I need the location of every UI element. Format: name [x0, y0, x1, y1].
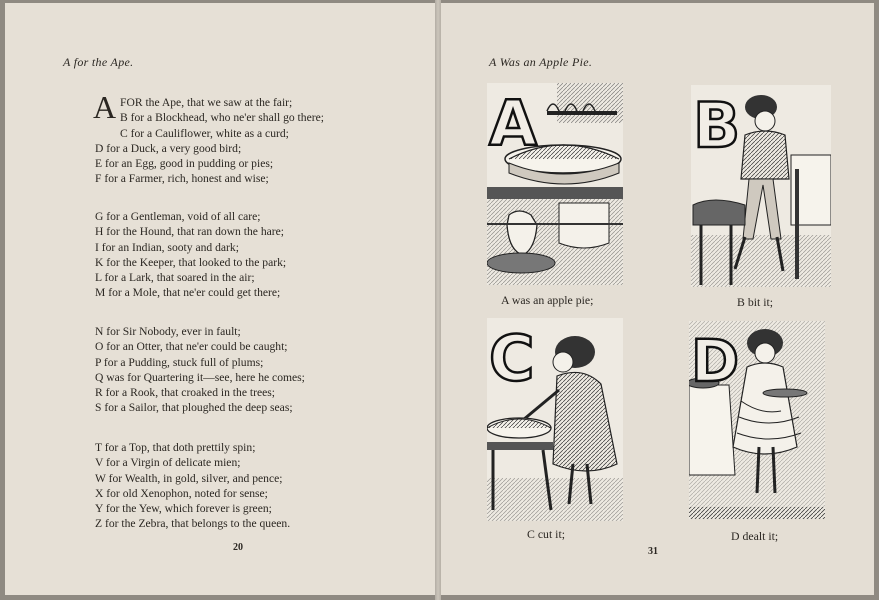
right-page [441, 3, 874, 595]
stanza-3 [95, 324, 305, 416]
page-number-left: 20 [233, 542, 243, 553]
verse-line: F for a Farmer, rich, honest and wise; [95, 172, 269, 186]
verse-line: X for old Xenophon, noted for sense; [95, 486, 268, 500]
illustration-letter: A [489, 87, 537, 160]
page-number-right: 31 [648, 546, 658, 557]
girl-cutting-pie-illustration [487, 318, 623, 521]
boy-biting-pie-illustration [691, 85, 831, 287]
verse-line: P for a Pudding, stuck full of plums; [95, 355, 264, 369]
illustration-letter: D [691, 327, 740, 395]
verse-line: Z for the Zebra, that belongs to the queen. [95, 517, 291, 531]
verse-line: N for Sir Nobody, ever in fault; [95, 325, 241, 338]
verse-line: V for a Virgin of delicate mien; [95, 456, 241, 470]
verse-line: D for a Duck, a very good bird; [95, 141, 242, 155]
apple-pie-illustration [487, 83, 623, 285]
left-page [5, 3, 435, 595]
verse-line: H for the Hound, that ran down the hare; [95, 225, 284, 239]
stanza-1 [95, 95, 324, 187]
verse-line: T for a Top, that doth prettily spin; [95, 441, 256, 454]
running-head-left: A for the Ape. [63, 55, 134, 69]
stanza-2 [95, 209, 286, 301]
caption-a: A was an apple pie; [501, 293, 594, 307]
verse-line: O for an Otter, that ne'er could be caught; [95, 340, 288, 354]
caption-c: C cut it; [527, 527, 566, 541]
verse-line: M for a Mole, that ne'er could get there; [95, 286, 281, 300]
verse-line: C for a Cauliflower, white as a curd; [120, 126, 289, 140]
verse-line: B for a Blockhead, who ne'er shall go there; [120, 111, 324, 125]
caption-b: B bit it; [737, 295, 774, 309]
verse-line: E for an Egg, good in pudding or pies; [95, 157, 274, 171]
verse-line: I for an Indian, sooty and dark; [95, 240, 239, 254]
drop-cap: A [93, 89, 117, 125]
girl-dealing-pie-illustration [689, 321, 825, 519]
caption-d: D dealt it; [731, 529, 779, 543]
verse-line: K for the Keeper, that looked to the park; [95, 255, 287, 269]
running-head-right: A Was an Apple Pie. [489, 55, 593, 69]
verse-line: S for a Sailor, that ploughed the deep seas; [95, 401, 293, 415]
verse-line: Y for the Yew, which forever is green; [95, 502, 272, 516]
verse-line: G for a Gentleman, void of all care; [95, 210, 261, 223]
verse-line: Q was for Quartering it—see, here he comes; [95, 370, 305, 384]
verse-line: L for a Lark, that soared in the air; [95, 271, 255, 285]
stanza-4 [95, 440, 290, 532]
illustration-letter: B [693, 89, 741, 162]
verse-line: FOR the Ape, that we saw at the fair; [120, 96, 293, 109]
illustration-letter: C [489, 322, 535, 395]
verse-line: W for Wealth, in gold, silver, and pence; [95, 471, 283, 485]
verse-line: R for a Rook, that croaked in the trees; [95, 386, 275, 400]
